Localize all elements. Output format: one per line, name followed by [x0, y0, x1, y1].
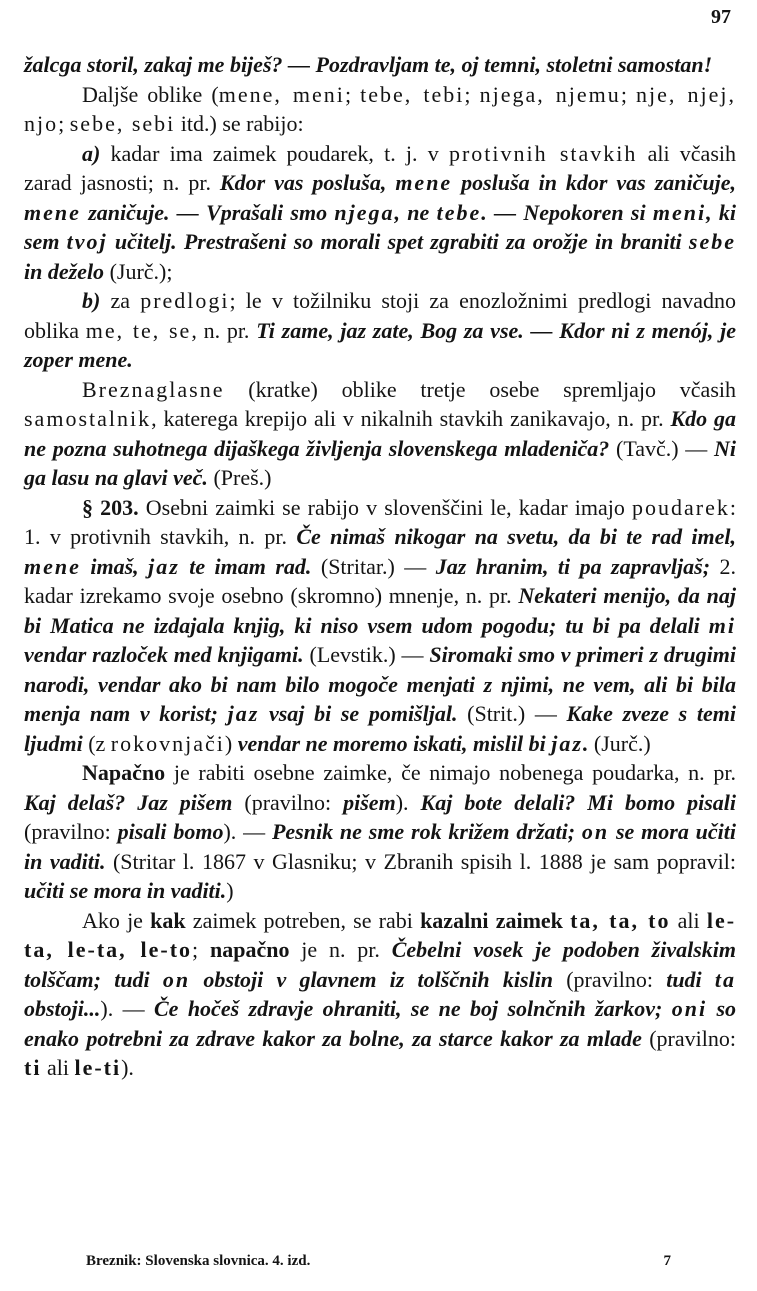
paragraph-6: § 203. Osebni zaimki se rabijo v slovenščini le, kadar imajo poudarek: 1. v protivnih stavkih, n. pr. Če nimaš nikogar na svetu, da bi te rad imel, mene imaš, jaz te imam rad. (Stritar.) — Jaz hranim, ti pa zapravljaš; 2. kadar izrekamo svoje osebno (skromno) mnenje, n. pr. Nekateri menijo, da naj bi Matica ne izdajala knjig, ki niso vsem udom pogodu; tu bi pa delali mi vendar razloček med knjigami. (Levstik.) — Siromaki smo v primeri z drugimi narodi, vendar ako bi nam bilo mogoče menjati z njimi, ne vem, ali bi bila menja nam v korist; jaz vsaj bi se pomišljal. (Strit.) — Kake zveze s temi ljudmi (z rokovnjači) vendar ne moremo iskati, mislil bi jaz. (Jurč.) — [24, 494, 737, 756]
footer-book-title: Breznik: Slovenska slovnica. 4. izd. — [86, 1253, 311, 1269]
paragraph-2: Daljše oblike (mene, meni; tebe, tebi; njega, njemu; nje, njej, njo; sebe, sebi itd.) se rabijo: — [24, 81, 736, 136]
paragraph-1: žalcga storil, zakaj me biješ? — Pozdravljam te, oj temni, stoletni samostan! — [24, 52, 713, 77]
paragraph-5: Breznaglasne (kratke) oblike tretje osebe spremljajo včasih samostalnik, katerega krepijo ali v nikalnih stavkih zanikavajo, n. pr. Kdo ga ne pozna suhotnega dijaškega življenja slovenskega mladeniča? (Tavč.) — Ni ga lasu na glavi več. (Preš.) — [24, 376, 736, 490]
paragraph-4: b) za predlogi; le v tožilniku stoji za enozložnimi predlogi navadno oblika me, te, se, n. pr. Ti zame, jaz zate, Bog za vse. — Kdor ni z menój, je zoper mene. — [24, 288, 737, 372]
footer-signature: 7 — [663, 1253, 671, 1269]
page-number: 97 — [711, 6, 731, 28]
paragraph-3: a) kadar ima zaimek poudarek, t. j. v protivnih stavkih ali včasih zarad jasnosti; n. pr. Kdor vas posluša, mene posluša in kdor vas zaničuje, mene zaničuje. — Vprašali smo njega, ne tebe. — Nepokoren si meni, ki sem tvoj učitelj. Prestrašeni so morali spet zgrabiti za orožje in braniti sebe in deželo (Jurč.); — [24, 140, 737, 284]
page-body — [24, 50, 736, 1083]
page-footer — [86, 1253, 671, 1270]
paragraph-8: Ako je kak zaimek potreben, se rabi kazalni zaimek ta, ta, to ali le-ta, le-ta, le-to; napačno je n. pr. Čebelni vosek je podoben živalskim tolščam; tudi on obstoji v glavnem iz tolščnih kislin (pravilno: tudi ta obstoji...). — Če hočeš zdravje ohraniti, se ne boj solnčnih žarkov; oni so enako potrebni za zdrave kakor za bolne, za starce kakor za mlade (pravilno: ti ali le-ti). — [24, 907, 737, 1080]
paragraph-7: Napačno je rabiti osebne zaimke, če nimajo nobenega poudarka, n. pr. Kaj delaš? Jaz pišem (pravilno: pišem). Kaj bote delali? Mi bomo pisali (pravilno: pisali bomo). — Pesnik ne sme rok križem držati; on se mora učiti in vaditi. (Stritar l. 1867 v Glasniku; v Zbranih spisih l. 1888 je sam popravil: učiti se mora in vaditi.) — [24, 760, 737, 903]
